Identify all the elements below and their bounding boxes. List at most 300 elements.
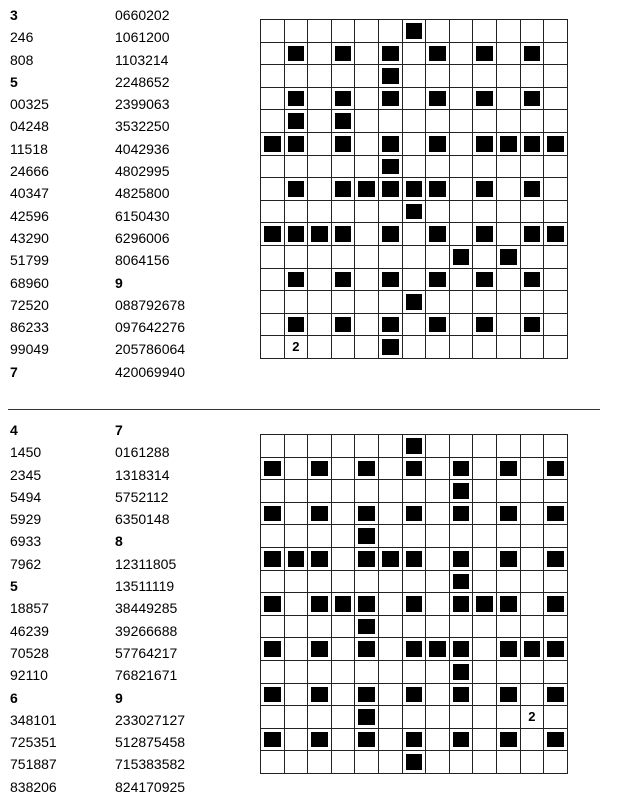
grid-cell[interactable] [544,336,568,359]
grid-cell[interactable] [261,155,285,178]
grid-cell[interactable] [261,660,285,683]
grid-cell[interactable] [544,525,568,548]
grid-cell[interactable] [355,110,379,133]
grid-cell[interactable] [473,728,497,751]
grid-cell[interactable] [331,200,355,223]
length-header: 8 [115,533,123,550]
grid-cell[interactable] [308,65,332,88]
grid-cell[interactable] [449,155,473,178]
grid-cell[interactable] [402,155,426,178]
grid-cell[interactable] [426,200,450,223]
grid-cell[interactable] [496,336,520,359]
grid-cell[interactable] [402,245,426,268]
grid-cell[interactable] [449,178,473,201]
list-item: 13511119 [115,578,175,595]
grid-row [261,245,568,268]
grid-cell[interactable] [261,87,285,110]
grid-row [261,42,568,65]
grid-cell[interactable] [473,65,497,88]
grid-cell[interactable] [473,751,497,774]
grid-cell[interactable] [520,593,544,616]
grid-cell[interactable] [284,457,308,480]
grid-cell[interactable] [496,223,520,246]
grid-cell[interactable] [284,570,308,593]
grid-cell[interactable] [355,42,379,65]
grid-cell[interactable] [426,547,450,570]
grid-cell[interactable] [284,751,308,774]
grid-cell[interactable] [378,110,402,133]
grid-cell[interactable] [284,291,308,314]
grid-cell[interactable] [261,313,285,336]
grid-cell[interactable] [261,20,285,43]
grid-cell[interactable] [426,110,450,133]
grid-cell[interactable] [496,291,520,314]
grid-cell[interactable] [496,155,520,178]
grid-cell[interactable] [261,706,285,729]
grid-cell[interactable] [402,87,426,110]
grid-cell[interactable] [426,683,450,706]
list-item: 5752112 [115,488,169,505]
grid-cell[interactable] [308,435,332,458]
grid-cell[interactable] [496,65,520,88]
grid-cell[interactable] [308,751,332,774]
list-item: 68960 [10,274,49,291]
list-item: 4802995 [115,163,170,180]
grid-cell[interactable] [402,570,426,593]
grid-cell[interactable] [261,525,285,548]
grid-cell[interactable] [308,313,332,336]
puzzle1-grid[interactable] [260,19,568,359]
grid-cell[interactable] [331,245,355,268]
grid-cell[interactable] [284,638,308,661]
grid-cell[interactable] [308,570,332,593]
grid-cell[interactable] [284,336,308,359]
grid-cell[interactable] [449,268,473,291]
grid-cell[interactable] [496,570,520,593]
grid-cell[interactable] [520,336,544,359]
grid-cell[interactable] [308,245,332,268]
grid-cell[interactable] [473,245,497,268]
grid-cell[interactable] [331,638,355,661]
grid-cell[interactable] [284,683,308,706]
grid-cell[interactable] [378,570,402,593]
grid-cell[interactable] [496,268,520,291]
grid-cell[interactable] [544,706,568,729]
grid-cell[interactable] [473,336,497,359]
grid-cell[interactable] [496,660,520,683]
grid-cell[interactable] [496,200,520,223]
grid-cell[interactable] [261,110,285,133]
grid-cell[interactable] [331,65,355,88]
grid-cell[interactable] [355,155,379,178]
grid-cell[interactable] [496,87,520,110]
grid-cell[interactable] [473,200,497,223]
grid-cell[interactable] [308,336,332,359]
grid-cell[interactable] [331,615,355,638]
grid-cell[interactable] [473,570,497,593]
grid-cell[interactable] [544,570,568,593]
grid-cell[interactable] [473,502,497,525]
grid-cell[interactable] [331,683,355,706]
grid-cell[interactable] [520,200,544,223]
grid-cell[interactable] [473,110,497,133]
grid-cell[interactable] [284,615,308,638]
list-item: 12311805 [115,555,177,572]
list-item: 46239 [10,622,49,639]
grid-cell[interactable] [426,660,450,683]
grid-cell[interactable] [426,245,450,268]
grid-cell[interactable] [355,336,379,359]
grid-cell[interactable] [378,593,402,616]
grid-cell[interactable] [355,223,379,246]
grid-cell[interactable] [355,435,379,458]
grid-cell[interactable] [402,480,426,503]
grid-cell[interactable] [473,291,497,314]
grid-cell[interactable] [520,435,544,458]
grid-cell[interactable] [473,706,497,729]
grid-cell[interactable] [449,313,473,336]
grid-cell[interactable] [449,336,473,359]
grid-cell[interactable] [378,638,402,661]
grid-cell[interactable] [261,245,285,268]
grid-cell[interactable] [308,268,332,291]
grid-cell[interactable] [284,502,308,525]
black-cell [284,132,308,155]
grid-cell[interactable] [496,751,520,774]
grid-cell[interactable] [261,291,285,314]
grid-cell[interactable] [378,20,402,43]
grid-cell[interactable] [449,200,473,223]
list-item: 4825800 [115,185,170,202]
grid-row [261,638,568,661]
grid-cell[interactable] [402,525,426,548]
grid-cell[interactable] [331,570,355,593]
grid-cell[interactable] [544,87,568,110]
grid-cell[interactable] [378,525,402,548]
section-divider [8,409,600,410]
grid-cell[interactable] [308,20,332,43]
grid-cell[interactable] [308,660,332,683]
grid-cell[interactable] [331,547,355,570]
grid-cell[interactable] [402,42,426,65]
grid-cell[interactable] [496,313,520,336]
grid-cell[interactable] [520,20,544,43]
grid-cell[interactable] [544,268,568,291]
grid-cell[interactable] [331,480,355,503]
grid-cell[interactable] [520,245,544,268]
grid-cell[interactable] [473,155,497,178]
grid-cell[interactable] [449,65,473,88]
grid-cell[interactable] [261,336,285,359]
grid-cell[interactable] [261,42,285,65]
grid-row [261,502,568,525]
grid-cell[interactable] [261,65,285,88]
grid-cell[interactable] [331,291,355,314]
grid-cell[interactable] [331,435,355,458]
grid-cell[interactable] [544,435,568,458]
grid-cell[interactable] [378,480,402,503]
grid-cell[interactable] [378,728,402,751]
grid-cell[interactable] [308,178,332,201]
grid-cell[interactable] [355,291,379,314]
grid-cell[interactable] [496,42,520,65]
grid-cell[interactable] [261,570,285,593]
grid-cell[interactable] [426,751,450,774]
grid-cell[interactable] [449,110,473,133]
grid-cell[interactable] [426,20,450,43]
grid-cell[interactable] [284,200,308,223]
grid-cell[interactable] [284,65,308,88]
grid-cell[interactable] [449,525,473,548]
grid-cell[interactable] [520,110,544,133]
grid-cell[interactable] [520,547,544,570]
grid-cell[interactable] [331,525,355,548]
black-cell [426,638,450,661]
grid-cell[interactable] [544,751,568,774]
grid-cell[interactable] [308,615,332,638]
grid-cell[interactable] [355,480,379,503]
grid-cell[interactable] [520,706,544,729]
grid-cell[interactable] [261,268,285,291]
grid-cell[interactable] [520,65,544,88]
grid-cell[interactable] [402,223,426,246]
grid-cell[interactable] [378,291,402,314]
grid-cell[interactable] [496,110,520,133]
grid-cell[interactable] [520,525,544,548]
black-cell [284,42,308,65]
grid-cell[interactable] [426,706,450,729]
grid-cell[interactable] [261,480,285,503]
black-cell [331,268,355,291]
grid-cell[interactable] [426,480,450,503]
grid-cell[interactable] [284,525,308,548]
grid-cell[interactable] [331,751,355,774]
grid-cell[interactable] [473,525,497,548]
grid-cell[interactable] [426,570,450,593]
grid-cell[interactable] [449,42,473,65]
grid-cell[interactable] [331,336,355,359]
grid-cell[interactable] [284,155,308,178]
black-cell [449,660,473,683]
grid-cell[interactable] [426,593,450,616]
grid-cell[interactable] [284,706,308,729]
grid-cell[interactable] [378,200,402,223]
grid-cell[interactable] [308,291,332,314]
grid-cell[interactable] [261,751,285,774]
grid-cell[interactable] [426,291,450,314]
grid-cell[interactable] [544,480,568,503]
grid-cell[interactable] [426,155,450,178]
grid-cell[interactable] [520,660,544,683]
grid-cell[interactable] [426,525,450,548]
grid-cell[interactable] [473,638,497,661]
grid-cell[interactable] [402,313,426,336]
black-cell [308,502,332,525]
grid-cell[interactable] [449,751,473,774]
grid-cell[interactable] [284,660,308,683]
grid-cell[interactable] [378,706,402,729]
black-cell [308,593,332,616]
grid-cell[interactable] [308,200,332,223]
grid-cell[interactable] [355,245,379,268]
grid-cell[interactable] [308,706,332,729]
list-item: 233027127 [115,711,186,728]
grid-cell[interactable] [308,480,332,503]
grid-cell[interactable] [308,525,332,548]
grid-cell[interactable] [355,65,379,88]
grid-cell[interactable] [426,435,450,458]
grid-cell[interactable] [544,178,568,201]
black-cell [496,457,520,480]
grid-row [261,87,568,110]
grid-cell[interactable] [473,547,497,570]
grid-cell[interactable] [261,435,285,458]
black-cell [261,457,285,480]
grid-cell[interactable] [473,435,497,458]
grid-cell[interactable] [378,502,402,525]
grid-cell[interactable] [496,20,520,43]
grid-cell[interactable] [520,751,544,774]
grid-cell[interactable] [520,683,544,706]
grid-cell[interactable] [520,615,544,638]
grid-cell[interactable] [449,615,473,638]
grid-cell[interactable] [449,223,473,246]
grid-cell[interactable] [473,457,497,480]
grid-cell[interactable] [520,155,544,178]
grid-cell[interactable] [520,480,544,503]
grid-cell[interactable] [378,751,402,774]
grid-cell[interactable] [402,132,426,155]
grid-cell[interactable] [449,435,473,458]
grid-cell[interactable] [402,268,426,291]
grid-cell[interactable] [426,502,450,525]
list-item: 824170925 [115,778,186,795]
grid-cell[interactable] [426,457,450,480]
grid-cell[interactable] [426,728,450,751]
grid-cell[interactable] [355,751,379,774]
grid-cell[interactable] [261,615,285,638]
grid-cell[interactable] [449,291,473,314]
grid-cell[interactable] [261,200,285,223]
black-cell [308,457,332,480]
grid-cell[interactable] [284,20,308,43]
grid-cell[interactable] [308,110,332,133]
grid-cell[interactable] [331,457,355,480]
grid-cell[interactable] [308,155,332,178]
grid-cell[interactable] [544,313,568,336]
grid-cell[interactable] [426,336,450,359]
grid-cell[interactable] [331,502,355,525]
grid-cell[interactable] [496,435,520,458]
grid-cell[interactable] [544,660,568,683]
grid-cell[interactable] [473,660,497,683]
grid-cell[interactable] [449,706,473,729]
grid-cell[interactable] [355,268,379,291]
grid-cell[interactable] [355,660,379,683]
black-cell [520,313,544,336]
grid-cell[interactable] [284,435,308,458]
grid-cell[interactable] [520,570,544,593]
grid-cell[interactable] [331,728,355,751]
grid-cell[interactable] [544,20,568,43]
grid-cell[interactable] [331,660,355,683]
puzzle1-word-list-col1 [10,4,49,383]
grid-cell[interactable] [473,20,497,43]
grid-cell[interactable] [496,525,520,548]
grid-cell[interactable] [544,155,568,178]
grid-cell[interactable] [520,728,544,751]
grid-cell[interactable] [496,178,520,201]
grid-cell[interactable] [449,132,473,155]
grid-cell[interactable] [284,593,308,616]
grid-cell[interactable] [520,502,544,525]
grid-cell[interactable] [378,457,402,480]
grid-cell[interactable] [355,200,379,223]
grid-cell[interactable] [355,87,379,110]
grid-cell[interactable] [426,65,450,88]
grid-cell[interactable] [496,706,520,729]
grid-cell[interactable] [402,706,426,729]
black-cell [473,268,497,291]
grid-cell[interactable] [496,615,520,638]
grid-cell[interactable] [378,245,402,268]
grid-cell[interactable] [261,178,285,201]
grid-cell[interactable] [378,615,402,638]
grid-cell[interactable] [544,245,568,268]
grid-cell[interactable] [402,110,426,133]
grid-cell[interactable] [284,728,308,751]
grid-cell[interactable] [308,87,332,110]
grid-cell[interactable] [402,336,426,359]
grid-cell[interactable] [449,20,473,43]
grid-cell[interactable] [284,480,308,503]
grid-cell[interactable] [449,87,473,110]
grid-cell[interactable] [308,132,332,155]
grid-cell[interactable] [402,65,426,88]
grid-cell[interactable] [378,435,402,458]
grid-cell[interactable] [331,155,355,178]
grid-cell[interactable] [284,245,308,268]
grid-cell[interactable] [331,706,355,729]
grid-cell[interactable] [355,20,379,43]
grid-cell[interactable] [544,615,568,638]
grid-cell[interactable] [402,615,426,638]
grid-cell[interactable] [355,313,379,336]
grid-cell[interactable] [544,291,568,314]
grid-cell[interactable] [402,660,426,683]
grid-cell[interactable] [544,110,568,133]
grid-cell[interactable] [473,480,497,503]
grid-cell[interactable] [355,570,379,593]
grid-cell[interactable] [544,200,568,223]
grid-cell[interactable] [520,457,544,480]
grid-cell[interactable] [473,683,497,706]
grid-cell[interactable] [544,42,568,65]
puzzle2-grid[interactable] [260,434,568,774]
grid-cell[interactable] [496,480,520,503]
grid-cell[interactable] [378,660,402,683]
grid-cell[interactable] [426,615,450,638]
grid-cell[interactable] [544,65,568,88]
grid-cell[interactable] [378,683,402,706]
grid-row [261,525,568,548]
grid-cell[interactable] [331,20,355,43]
black-cell [426,42,450,65]
grid-cell[interactable] [520,291,544,314]
grid-cell[interactable] [308,42,332,65]
grid-cell[interactable] [473,615,497,638]
grid-cell[interactable] [355,132,379,155]
